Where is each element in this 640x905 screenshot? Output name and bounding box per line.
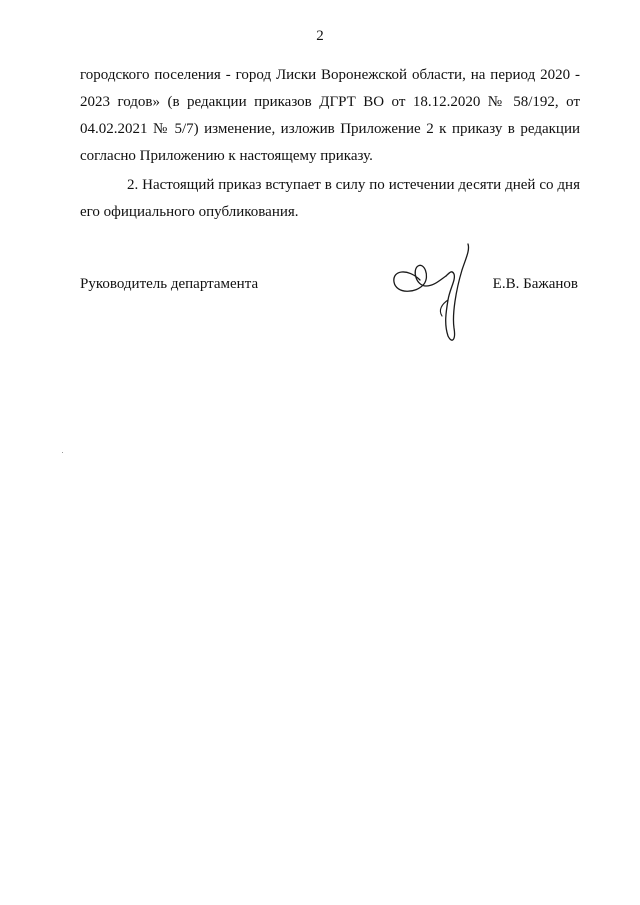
document-body — [80, 62, 580, 226]
handwritten-signature — [390, 240, 490, 346]
signer-name: Е.В. Бажанов — [492, 276, 578, 292]
signer-title: Руководитель департамента — [80, 276, 259, 292]
scan-speck — [62, 452, 63, 453]
paragraph-effective-date: 2. Настоящий приказ вступает в силу по истечении десяти дней со дня его официального опубликования. — [80, 177, 580, 220]
page-number: 2 — [316, 28, 324, 44]
paragraph-continuation: городского поселения - город Лиски Воронежской области, на период 2020 - 2023 годов» (в редакции приказов ДГРТ ВО от 18.12.2020 № 58/192, от 04.02.2021 № 5/7) изменение, изложив Приложение 2 к приказу в редакции согласно Приложению к настоящему приказу. — [80, 67, 580, 164]
signature-block — [80, 272, 580, 352]
